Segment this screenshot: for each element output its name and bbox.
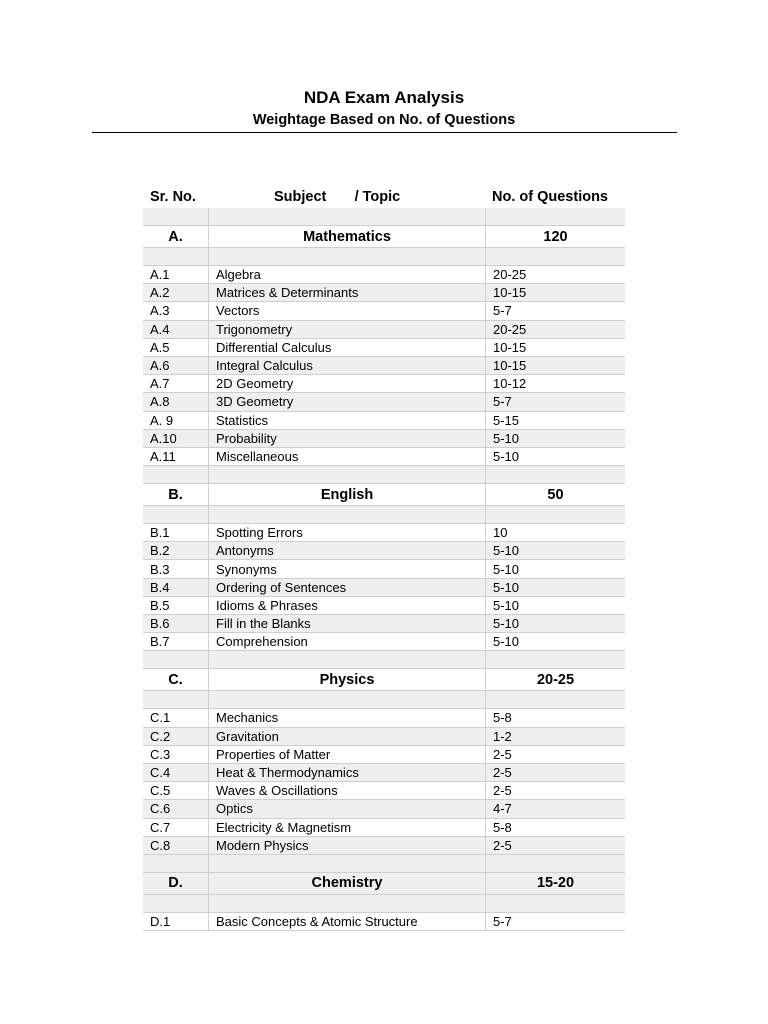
section-name: Mathematics bbox=[208, 226, 485, 247]
item-questions: 10-15 bbox=[485, 357, 625, 374]
item-sr-no: B.6 bbox=[150, 616, 170, 632]
item-topic: Statistics bbox=[208, 412, 485, 429]
spacer-cell bbox=[485, 248, 625, 265]
item-sr-no: C.3 bbox=[150, 746, 171, 762]
section-id: A. bbox=[168, 228, 183, 245]
item-sr-no: A.11 bbox=[150, 448, 176, 464]
spacer-cell bbox=[208, 651, 485, 668]
item-sr-no: B.1 bbox=[150, 525, 170, 541]
item-topic: Basic Concepts & Atomic Structure bbox=[208, 913, 485, 930]
spacer-cell bbox=[143, 691, 208, 708]
item-sr-no: B.3 bbox=[150, 561, 170, 577]
item-sr-no: D.1 bbox=[150, 913, 171, 929]
spacer-cell bbox=[143, 466, 208, 483]
table-row bbox=[143, 430, 625, 448]
table-row bbox=[143, 615, 625, 633]
section-total: 15-20 bbox=[485, 873, 625, 894]
spacer-row bbox=[143, 651, 625, 669]
spacer-cell bbox=[208, 691, 485, 708]
item-topic: Waves & Oscillations bbox=[208, 782, 485, 799]
section-id: C. bbox=[168, 671, 183, 688]
title-divider bbox=[92, 132, 677, 133]
item-topic: Fill in the Blanks bbox=[208, 615, 485, 632]
table-row bbox=[143, 597, 625, 615]
spacer-cell bbox=[208, 506, 485, 523]
item-topic: Vectors bbox=[208, 302, 485, 319]
spacer-row bbox=[143, 248, 625, 266]
item-questions: 5-8 bbox=[485, 819, 625, 836]
item-sr-no: A.8 bbox=[150, 394, 170, 410]
table-row bbox=[143, 375, 625, 393]
table-row bbox=[143, 837, 625, 855]
item-topic: Heat & Thermodynamics bbox=[208, 764, 485, 781]
item-topic: Differential Calculus bbox=[208, 339, 485, 356]
item-sr-no: A.5 bbox=[150, 339, 170, 355]
table-row bbox=[143, 448, 625, 466]
item-questions: 5-10 bbox=[485, 448, 625, 465]
section-row bbox=[143, 669, 625, 691]
item-sr-no: B.4 bbox=[150, 579, 170, 595]
item-topic: Comprehension bbox=[208, 633, 485, 650]
table-row bbox=[143, 913, 625, 931]
section-name: Physics bbox=[208, 669, 485, 690]
item-sr-no: C.7 bbox=[150, 819, 171, 835]
section-name: Chemistry bbox=[208, 873, 485, 894]
table-row bbox=[143, 579, 625, 597]
item-sr-no: A.7 bbox=[150, 376, 170, 392]
item-topic: Integral Calculus bbox=[208, 357, 485, 374]
item-questions: 5-10 bbox=[485, 542, 625, 559]
item-questions: 2-5 bbox=[485, 837, 625, 854]
item-topic: Trigonometry bbox=[208, 321, 485, 338]
table-row bbox=[143, 728, 625, 746]
spacer-cell bbox=[143, 855, 208, 872]
table-row bbox=[143, 709, 625, 727]
item-questions: 20-25 bbox=[485, 321, 625, 338]
item-topic: Probability bbox=[208, 430, 485, 447]
spacer-cell bbox=[208, 208, 485, 225]
item-sr-no: C.1 bbox=[150, 710, 171, 726]
table-row bbox=[143, 321, 625, 339]
spacer-cell bbox=[485, 855, 625, 872]
item-questions: 5-10 bbox=[485, 633, 625, 650]
table-row bbox=[143, 357, 625, 375]
item-sr-no: B.5 bbox=[150, 597, 170, 613]
spacer-cell bbox=[208, 466, 485, 483]
spacer-row bbox=[143, 691, 625, 709]
spacer-cell bbox=[485, 466, 625, 483]
item-questions: 10-12 bbox=[485, 375, 625, 392]
table-row bbox=[143, 542, 625, 560]
item-sr-no: A.1 bbox=[150, 267, 170, 283]
spacer-row bbox=[143, 855, 625, 873]
item-sr-no: A.6 bbox=[150, 358, 170, 374]
table-row bbox=[143, 284, 625, 302]
table-row bbox=[143, 302, 625, 320]
item-questions: 5-7 bbox=[485, 302, 625, 319]
table-row bbox=[143, 560, 625, 578]
item-topic: Miscellaneous bbox=[208, 448, 485, 465]
item-sr-no: B.7 bbox=[150, 634, 170, 650]
item-sr-no: C.8 bbox=[150, 837, 171, 853]
item-questions: 5-10 bbox=[485, 579, 625, 596]
item-topic: Spotting Errors bbox=[208, 524, 485, 541]
item-questions: 1-2 bbox=[485, 728, 625, 745]
item-sr-no: A.4 bbox=[150, 321, 170, 337]
header-sr-no: Sr. No. bbox=[150, 189, 196, 205]
item-topic: 2D Geometry bbox=[208, 375, 485, 392]
spacer-cell bbox=[485, 506, 625, 523]
table-row bbox=[143, 266, 625, 284]
item-questions: 10 bbox=[485, 524, 625, 541]
spacer-cell bbox=[143, 248, 208, 265]
item-sr-no: C.2 bbox=[150, 728, 171, 744]
item-questions: 4-7 bbox=[485, 800, 625, 817]
table-row bbox=[143, 746, 625, 764]
item-sr-no: C.4 bbox=[150, 765, 171, 781]
table-row bbox=[143, 764, 625, 782]
section-row bbox=[143, 226, 625, 248]
table-row bbox=[143, 782, 625, 800]
section-id: B. bbox=[168, 486, 183, 503]
item-topic: Mechanics bbox=[208, 709, 485, 726]
item-questions: 5-7 bbox=[485, 393, 625, 410]
header-subject-topic: Subject / Topic bbox=[274, 189, 401, 205]
item-questions: 10-15 bbox=[485, 339, 625, 356]
spacer-row bbox=[143, 466, 625, 484]
item-topic: Modern Physics bbox=[208, 837, 485, 854]
section-id: D. bbox=[168, 875, 183, 892]
item-sr-no: A.2 bbox=[150, 285, 170, 301]
item-questions: 2-5 bbox=[485, 764, 625, 781]
spacer-row bbox=[143, 208, 625, 226]
item-questions: 5-8 bbox=[485, 709, 625, 726]
spacer-cell bbox=[208, 855, 485, 872]
item-topic: Idioms & Phrases bbox=[208, 597, 485, 614]
header-no-of-questions: No. of Questions bbox=[492, 189, 608, 205]
item-topic: Synonyms bbox=[208, 560, 485, 577]
item-questions: 5-15 bbox=[485, 412, 625, 429]
item-sr-no: A. 9 bbox=[150, 412, 174, 428]
item-topic: Matrices & Determinants bbox=[208, 284, 485, 301]
item-topic: Ordering of Sentences bbox=[208, 579, 485, 596]
table-row bbox=[143, 633, 625, 651]
item-sr-no: C.6 bbox=[150, 801, 171, 817]
table-row bbox=[143, 524, 625, 542]
spacer-cell bbox=[485, 895, 625, 912]
spacer-cell bbox=[485, 691, 625, 708]
spacer-cell bbox=[485, 208, 625, 225]
item-questions: 5-10 bbox=[485, 615, 625, 632]
item-topic: Antonyms bbox=[208, 542, 485, 559]
item-sr-no: A.3 bbox=[150, 303, 170, 319]
item-sr-no: B.2 bbox=[150, 543, 170, 559]
section-row bbox=[143, 873, 625, 895]
item-topic: Optics bbox=[208, 800, 485, 817]
table-row bbox=[143, 393, 625, 411]
table-row bbox=[143, 412, 625, 430]
section-name: English bbox=[208, 484, 485, 505]
item-topic: Algebra bbox=[208, 266, 485, 283]
item-sr-no: A.10 bbox=[150, 430, 177, 446]
section-total: 120 bbox=[485, 226, 625, 247]
spacer-cell bbox=[143, 208, 208, 225]
spacer-row bbox=[143, 895, 625, 913]
section-total: 20-25 bbox=[485, 669, 625, 690]
item-questions: 2-5 bbox=[485, 746, 625, 763]
item-topic: Gravitation bbox=[208, 728, 485, 745]
item-questions: 10-15 bbox=[485, 284, 625, 301]
spacer-cell bbox=[143, 895, 208, 912]
spacer-cell bbox=[143, 651, 208, 668]
item-topic: Electricity & Magnetism bbox=[208, 819, 485, 836]
spacer-cell bbox=[208, 895, 485, 912]
table-row bbox=[143, 819, 625, 837]
item-questions: 2-5 bbox=[485, 782, 625, 799]
item-sr-no: C.5 bbox=[150, 783, 171, 799]
page-title: NDA Exam Analysis bbox=[303, 88, 465, 107]
table-row bbox=[143, 339, 625, 357]
item-questions: 5-10 bbox=[485, 597, 625, 614]
spacer-cell bbox=[208, 248, 485, 265]
table-body bbox=[143, 208, 625, 931]
weightage-table bbox=[143, 186, 625, 931]
section-total: 50 bbox=[485, 484, 625, 505]
item-questions: 5-10 bbox=[485, 560, 625, 577]
table-row bbox=[143, 800, 625, 818]
item-questions: 5-7 bbox=[485, 913, 625, 930]
table-header-row bbox=[143, 186, 625, 208]
page-subtitle: Weightage Based on No. of Questions bbox=[252, 112, 516, 128]
spacer-cell bbox=[485, 651, 625, 668]
item-topic: 3D Geometry bbox=[208, 393, 485, 410]
section-row bbox=[143, 484, 625, 506]
spacer-cell bbox=[143, 506, 208, 523]
item-questions: 5-10 bbox=[485, 430, 625, 447]
item-topic: Properties of Matter bbox=[208, 746, 485, 763]
item-questions: 20-25 bbox=[485, 266, 625, 283]
spacer-row bbox=[143, 506, 625, 524]
